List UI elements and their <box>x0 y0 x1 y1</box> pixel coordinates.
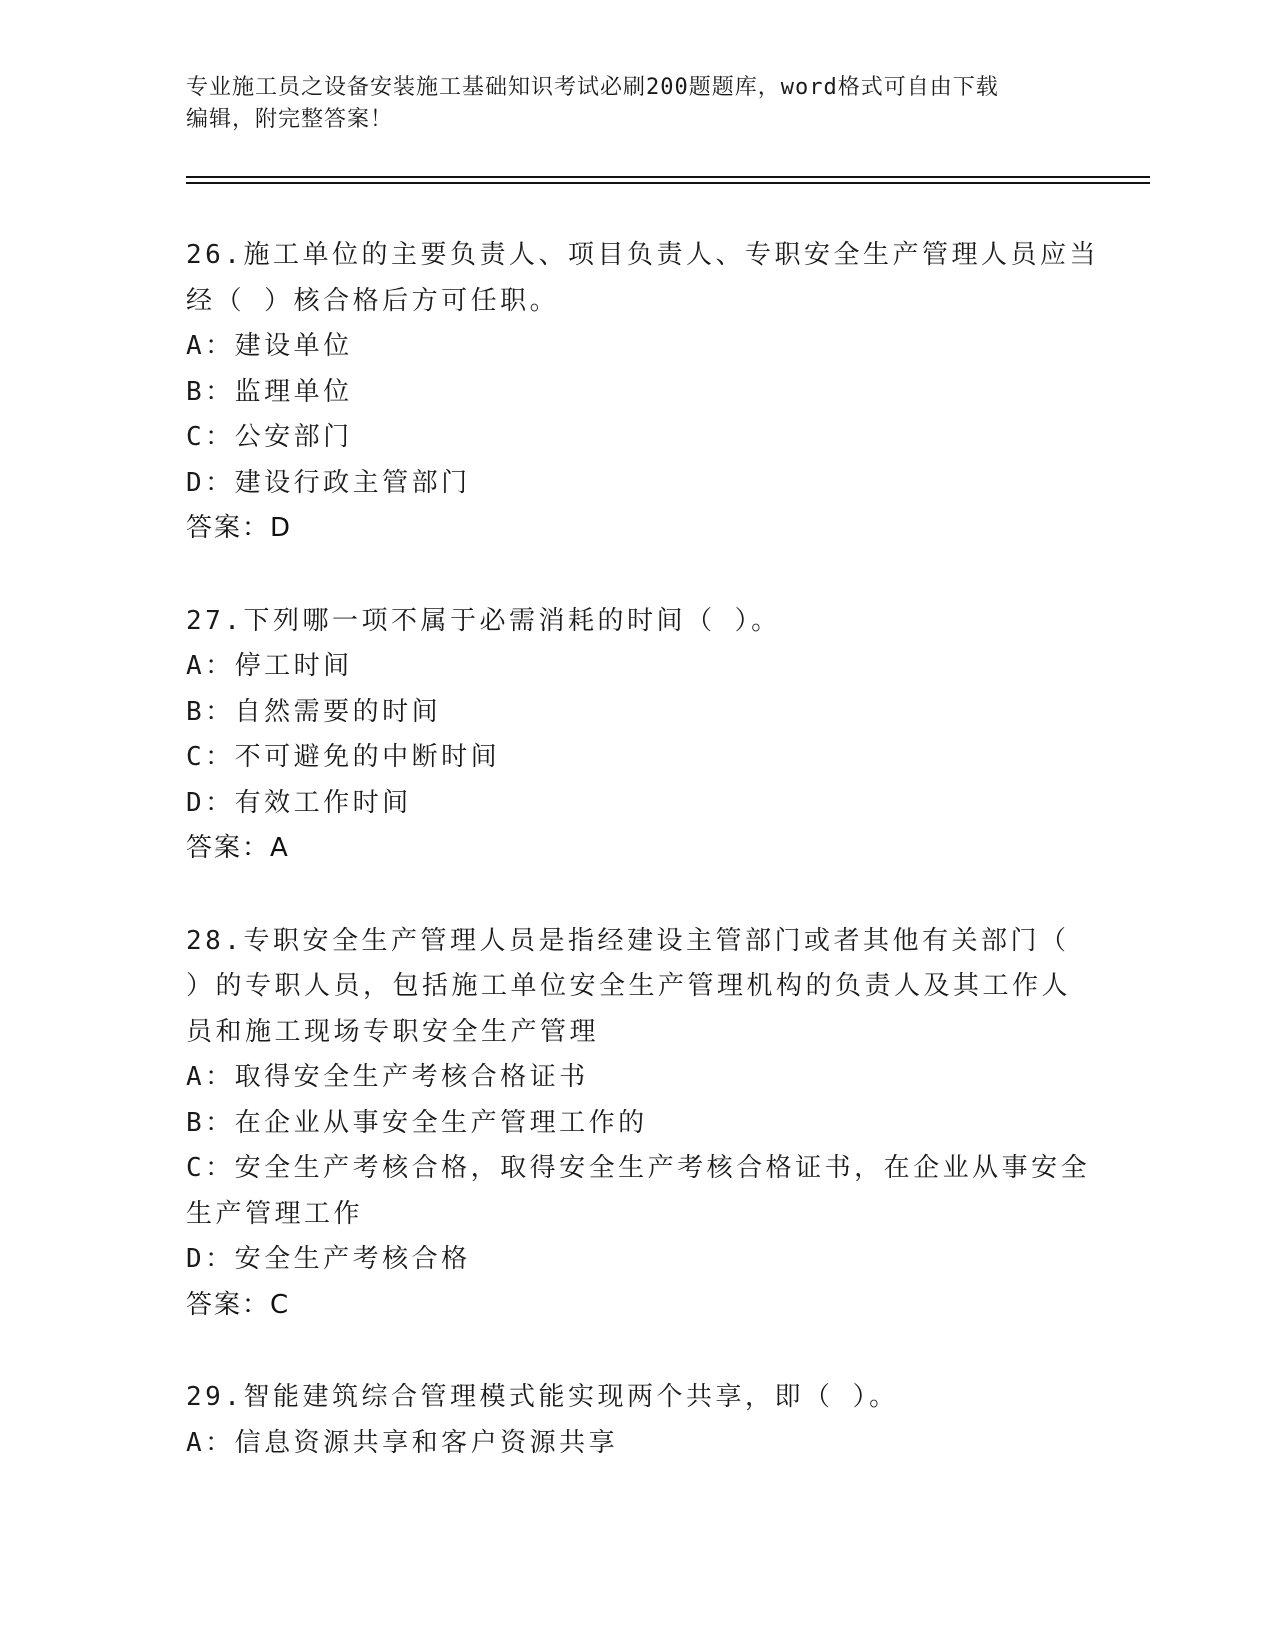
question-item <box>186 599 1086 872</box>
option-d: D：安全生产考核合格 <box>186 1244 471 1274</box>
question-text: ）的专职人员，包括施工单位安全生产管理机构的负责人及其工作人 <box>186 971 1072 1001</box>
question-item <box>186 233 1099 552</box>
option-d: D：建设行政主管部门 <box>186 467 471 498</box>
option-c: C：安全生产考核合格，取得安全生产考核合格证书，在企业从事安全 <box>186 1153 1091 1183</box>
option-a: A：停工时间 <box>186 651 353 681</box>
question-text: 26.施工单位的主要负责人、项目负责人、专职安全生产管理人员应当 <box>186 240 1099 270</box>
question-text: 员和施工现场专职安全生产管理 <box>186 1016 600 1047</box>
question-text: 29.智能建筑综合管理模式能实现两个共享，即（ ）。 <box>186 1382 899 1412</box>
header-divider-bottom <box>186 182 1150 184</box>
document-header <box>186 72 1066 136</box>
answer-text: 答案：A <box>186 833 290 863</box>
option-a: A：信息资源共享和客户资源共享 <box>186 1427 619 1458</box>
option-d: D：有效工作时间 <box>186 787 412 818</box>
header-divider-top <box>186 176 1150 178</box>
option-a: A：建设单位 <box>186 331 353 361</box>
answer-text: 答案：C <box>186 1289 291 1320</box>
answer-text: 答案：D <box>186 513 293 543</box>
question-text: 经（ ）核合格后方可任职。 <box>186 285 560 316</box>
header-line-2: 编辑，附完整答案！ <box>186 107 394 132</box>
question-item <box>186 919 1091 1329</box>
option-b: B：自然需要的时间 <box>186 696 442 727</box>
question-text: 27.下列哪一项不属于必需消耗的时间（ ）。 <box>186 605 781 636</box>
option-a: A：取得安全生产考核合格证书 <box>186 1062 589 1092</box>
question-list <box>186 233 1099 1513</box>
option-c: C：不可避免的中断时间 <box>186 742 501 772</box>
option-b: B：监理单位 <box>186 376 353 407</box>
option-c: C：公安部门 <box>186 422 353 452</box>
question-text: 28.专职安全生产管理人员是指经建设主管部门或者其他有关部门（ <box>186 925 1070 956</box>
question-item <box>186 1375 1086 1466</box>
option-b: B：在企业从事安全生产管理工作的 <box>186 1107 648 1138</box>
header-line-1: 专业施工员之设备安装施工基础知识考试必刷200题题库，word格式可自由下载 <box>186 75 999 100</box>
option-c-continued: 生产管理工作 <box>186 1198 364 1229</box>
